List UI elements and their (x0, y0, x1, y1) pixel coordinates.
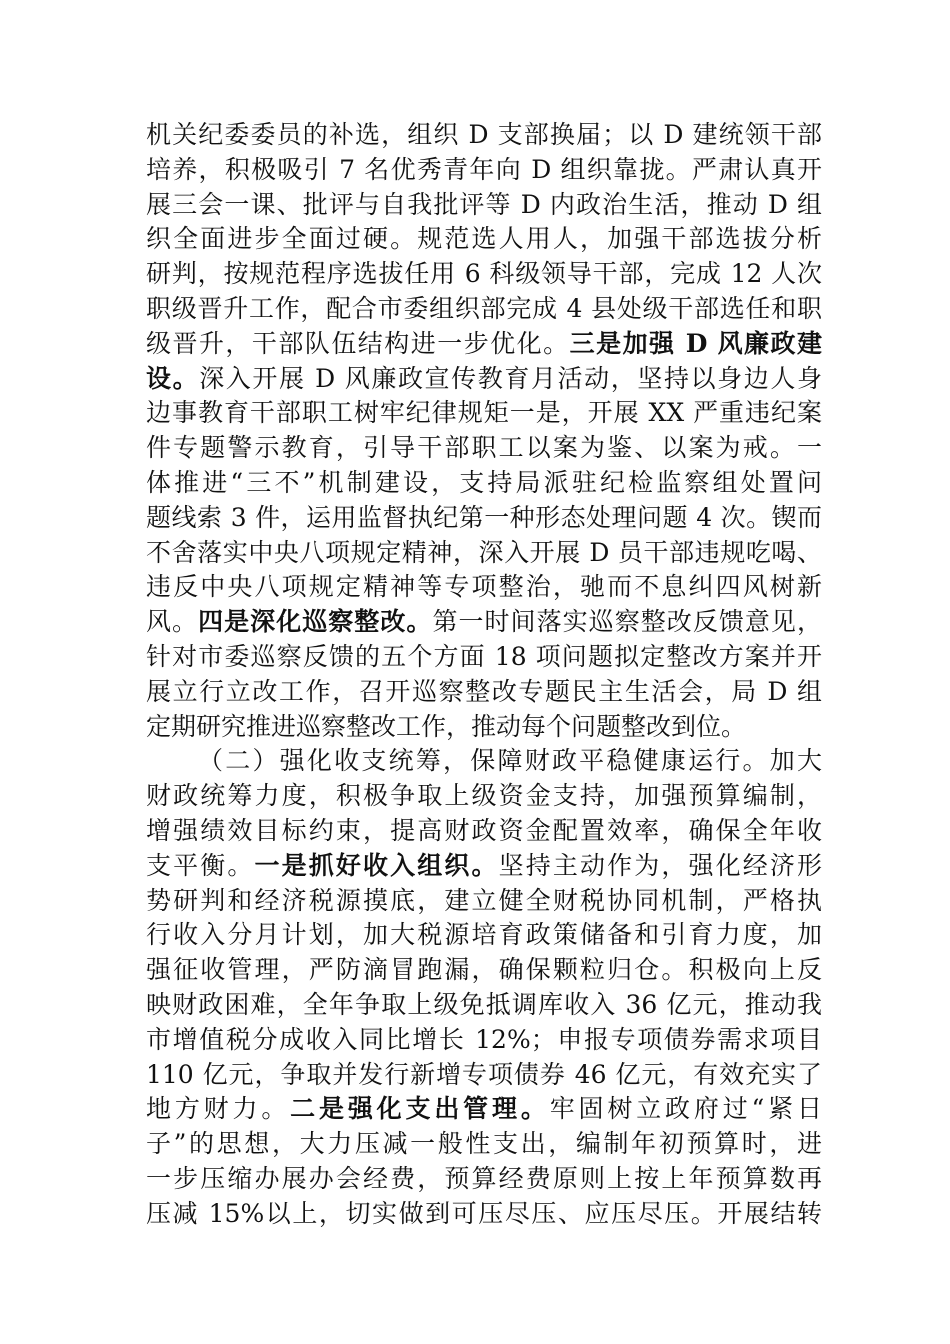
text-line (146, 501, 822, 536)
text-run: 子”的思想，大力压减一般性支出，编制年初预算时，进 (146, 1129, 822, 1159)
text-line (146, 292, 822, 327)
text-line (146, 1058, 822, 1093)
text-line (146, 153, 822, 188)
text-line (146, 884, 822, 919)
text-line (146, 1162, 822, 1197)
text-run: 压减 15%以上，切实做到可压尽压、应压尽压。开展结转 (146, 1198, 822, 1228)
text-run: 违反中央八项规定精神等专项整治，驰而不息纠四风树新 (146, 572, 822, 602)
text-run: 支平衡。 (146, 850, 255, 880)
text-run: 边事教育干部职工树牢纪律规矩一是，开展 XX 严重违纪案 (146, 398, 822, 428)
text-line (146, 779, 822, 814)
text-line (146, 814, 822, 849)
text-run: 织全面进步全面过硬。规范选人用人，加强干部选拔分析 (146, 224, 822, 254)
text-line (146, 396, 822, 431)
text-run: 势研判和经济税源摸底，建立健全财税协同机制，严格执 (146, 885, 822, 915)
text-line (146, 327, 822, 362)
text-run: 行收入分月计划，加大税源培育政策储备和引育力度，加 (146, 920, 822, 950)
text-line (146, 988, 822, 1023)
bold-heading-run: 四是深化巡察整改。 (198, 607, 433, 637)
text-line (146, 1092, 822, 1127)
text-line (146, 675, 822, 710)
text-run: 深入开展 D 风廉政宣传教育月活动，坚持以身边人身 (199, 363, 822, 393)
text-line (146, 953, 822, 988)
text-line (146, 1127, 822, 1162)
text-run: 一步压缩办展办会经费，预算经费原则上按上年预算数再 (146, 1163, 822, 1193)
text-run: 培养，积极吸引 7 名优秀青年向 D 组织靠拢。严肃认真开 (146, 154, 822, 184)
section-heading: （二）强化收支统筹，保障财政平稳健康运行。加大 (198, 746, 822, 776)
text-line (146, 466, 822, 501)
text-line (146, 188, 822, 223)
text-run: 研判，按规范程序选拔任用 6 科级领导干部，完成 12 人次 (146, 259, 822, 289)
text-line (146, 849, 822, 884)
bold-heading-run: 二是强化支出管理。 (290, 1094, 550, 1124)
text-run: 财政统筹力度，积极争取上级资金支持，加强预算编制， (146, 781, 822, 811)
text-line (146, 362, 822, 397)
text-run: 件专题警示教育，引导干部职工以案为鉴、以案为戒。一 (146, 433, 822, 463)
text-line (146, 570, 822, 605)
text-run: 增强绩效目标约束，提高财政资金配置效率，确保全年收 (146, 815, 822, 845)
text-line (146, 1197, 822, 1232)
text-run: 职级晋升工作，配合市委组织部完成 4 县处级干部选任和职 (146, 293, 822, 323)
text-line (146, 222, 822, 257)
document-body (146, 118, 822, 1232)
text-run: 强征收管理，严防滴冒跑漏，确保颗粒归仓。积极向上反 (146, 955, 822, 985)
bold-heading-run: 一是抓好收入组织。 (254, 850, 499, 880)
text-run: 牢固树立政府过“紧日 (549, 1094, 822, 1124)
text-run: 110 亿元，争取并发行新增专项债券 46 亿元，有效充实了 (146, 1059, 822, 1089)
text-line (146, 710, 822, 745)
bold-heading-run: 三是加强 D 风廉政建 (569, 328, 822, 358)
text-line (146, 918, 822, 953)
text-run: 展三会一课、批评与自我批评等 D 内政治生活，推动 D 组 (146, 189, 822, 219)
text-run: 地方财力。 (146, 1094, 291, 1124)
text-run: 针对市委巡察反馈的五个方面 18 项问题拟定整改方案并开 (146, 641, 822, 671)
text-run: 定期研究推进巡察整改工作，推动每个问题整改到位。 (146, 711, 747, 741)
text-run: 展立行立改工作，召开巡察整改专题民主生活会，局 D 组 (146, 676, 822, 706)
text-run: 级晋升，干部队伍结构进一步优化。 (146, 328, 570, 358)
text-line (146, 1023, 822, 1058)
text-line (146, 118, 822, 153)
text-run: 坚持主动作为，强化经济形 (498, 850, 822, 880)
text-line (146, 431, 822, 466)
text-run: 第一时间落实巡察整改反馈意见， (432, 607, 822, 637)
text-line (146, 605, 822, 640)
section-heading-line (146, 744, 822, 779)
text-run: 题线索 3 件，运用监督执纪第一种形态处理问题 4 次。锲而 (146, 502, 822, 532)
text-line (146, 257, 822, 292)
text-line (146, 640, 822, 675)
text-line (146, 536, 822, 571)
text-run: 映财政困难，全年争取上级免抵调库收入 36 亿元，推动我 (146, 989, 822, 1019)
text-run: 机关纪委委员的补选，组织 D 支部换届；以 D 建统领干部 (146, 120, 822, 149)
text-run: 不舍落实中央八项规定精神，深入开展 D 员干部违规吃喝、 (146, 537, 822, 567)
text-run: 市增值税分成收入同比增长 12%；申报专项债券需求项目 (146, 1024, 822, 1054)
text-run: 体推进“三不”机制建设，支持局派驻纪检监察组处置问 (146, 467, 822, 497)
bold-heading-run: 设。 (146, 363, 200, 393)
text-run: 风。 (146, 607, 199, 637)
